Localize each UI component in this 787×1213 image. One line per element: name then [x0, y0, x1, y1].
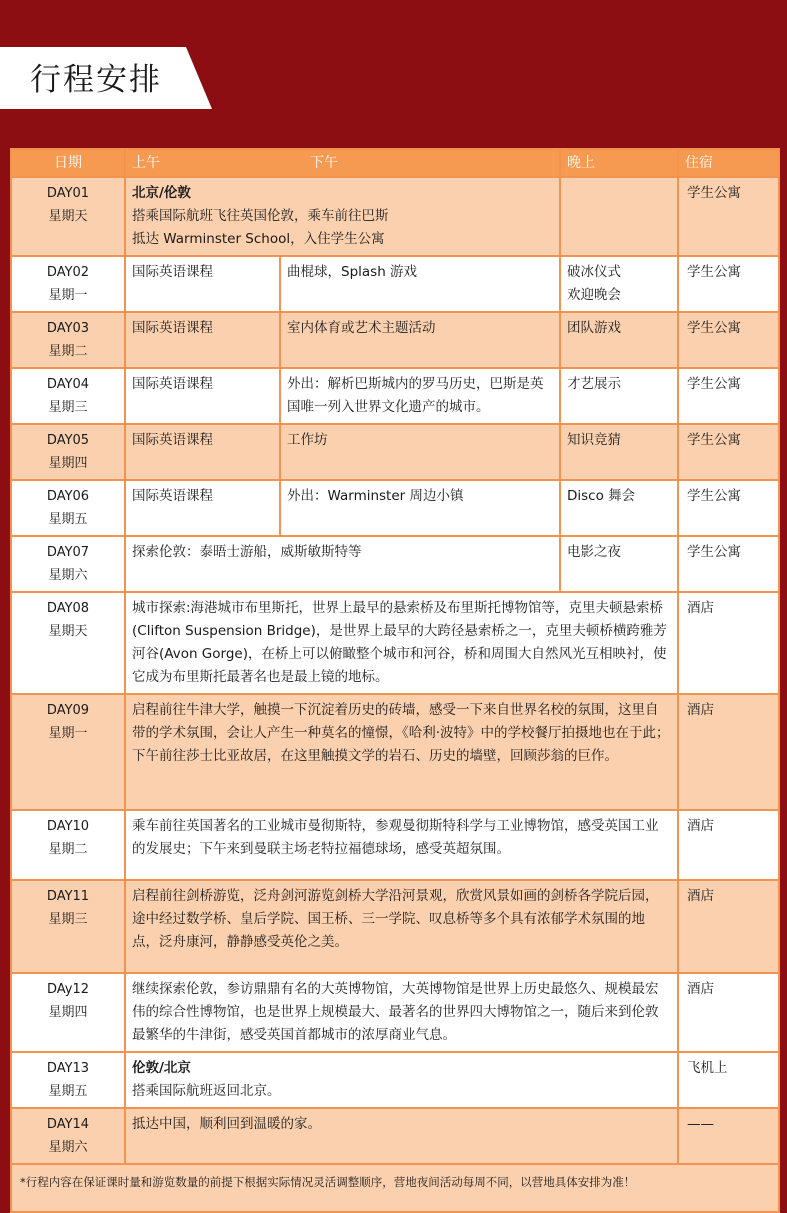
afternoon-cell: 外出：解析巴斯城内的罗马历史，巴斯是英国唯一列入世界文化遗产的城市。 — [280, 368, 560, 424]
day-label: DAY06 — [46, 489, 90, 504]
table-row — [11, 694, 779, 810]
stay-cell: 学生公寓 — [678, 177, 779, 256]
morning-cell: 国际英语课程 — [125, 312, 280, 368]
header-morning: 上午 — [132, 154, 160, 171]
stay-cell: 学生公寓 — [678, 256, 779, 312]
day-label: DAY03 — [46, 321, 90, 336]
day-cell — [11, 256, 125, 312]
stay-cell: 学生公寓 — [678, 368, 779, 424]
day-label: DAY08 — [46, 601, 90, 616]
header-evening: 晚上 — [560, 149, 678, 177]
weekday-label: 星期三 — [48, 400, 88, 415]
stay-cell: 酒店 — [678, 880, 779, 973]
weekday-label: 星期天 — [48, 624, 88, 639]
activity-cell: 继续探索伦敦，参访鼎鼎有名的大英博物馆，大英博物馆是世界上历史最悠久、规模最宏伟的综合性博物馆，也是世界上规模最大、最著名的世界四大博物馆之一，随后来到伦敦最繁华的牛津街，感受英国首都城市的浓厚商业气息。 — [125, 973, 678, 1052]
weekday-label: 星期四 — [48, 1005, 88, 1020]
day-cell — [11, 312, 125, 368]
table-row — [11, 1108, 779, 1164]
header-afternoon: 下午 — [310, 154, 338, 171]
table-header-row — [11, 149, 779, 177]
day-cell — [11, 592, 125, 694]
stay-cell: 酒店 — [678, 694, 779, 810]
day-cell — [11, 480, 125, 536]
morning-cell: 国际英语课程 — [125, 368, 280, 424]
day-label: DAY11 — [46, 889, 90, 904]
afternoon-cell: 外出：Warminster 周边小镇 — [280, 480, 560, 536]
table-row — [11, 368, 779, 424]
stay-cell: 酒店 — [678, 592, 779, 694]
itinerary-table — [10, 148, 780, 1213]
morning-cell: 国际英语课程 — [125, 424, 280, 480]
table-row — [11, 810, 779, 880]
weekday-label: 星期三 — [48, 912, 88, 927]
weekday-label: 星期二 — [48, 842, 88, 857]
day-label: DAY10 — [46, 819, 90, 834]
stay-cell: 学生公寓 — [678, 424, 779, 480]
evening-cell — [560, 177, 678, 256]
activity-cell: 抵达中国，顺利回到温暖的家。 — [125, 1108, 678, 1164]
footnote: *行程内容在保证课时量和游览数量的前提下根据实际情况灵活调整顺序，营地夜间活动每周不同，以营地具体安排为准！ — [11, 1164, 779, 1212]
activity-cell: 城市探索:海港城市布里斯托，世界上最早的悬索桥及布里斯托博物馆等，克里夫顿悬索桥(Clifton Suspension Bridge)，是世界上最早的大跨径悬索桥之一，克里夫顿桥横跨雅芳河谷(Avon Gorge)，在桥上可以俯瞰整个城市和河谷，桥和周围大自然风光互相映衬，使它成为布里斯托最著名也是最上镜的地标。 — [125, 592, 678, 694]
activity-cell: 探索伦敦：泰晤士游船，威斯敏斯特等 — [125, 536, 560, 592]
day-label: DAY09 — [46, 703, 90, 718]
activity-cell — [125, 1052, 678, 1108]
weekday-label: 星期六 — [48, 568, 88, 583]
weekday-label: 星期六 — [48, 1140, 88, 1155]
activity-cell — [125, 177, 560, 256]
weekday-label: 星期二 — [48, 344, 88, 359]
day-cell — [11, 973, 125, 1052]
table-row — [11, 592, 779, 694]
stay-cell: 学生公寓 — [678, 536, 779, 592]
day-label: DAY05 — [46, 433, 90, 448]
day-cell — [11, 536, 125, 592]
day-label: DAY14 — [46, 1117, 90, 1132]
table-row — [11, 973, 779, 1052]
evening-line: 破冰仪式 — [567, 264, 621, 280]
day-cell — [11, 177, 125, 256]
weekday-label: 星期一 — [48, 726, 88, 741]
morning-cell: 国际英语课程 — [125, 256, 280, 312]
evening-cell — [560, 256, 678, 312]
day-cell — [11, 880, 125, 973]
weekday-label: 星期四 — [48, 456, 88, 471]
table-row — [11, 880, 779, 973]
stay-cell: 学生公寓 — [678, 312, 779, 368]
footnote-row — [11, 1164, 779, 1212]
day-cell — [11, 1052, 125, 1108]
weekday-label: 星期五 — [48, 1084, 88, 1099]
activity-line: 搭乘国际航班返回北京。 — [132, 1083, 281, 1099]
weekday-label: 星期一 — [48, 288, 88, 303]
morning-cell: 国际英语课程 — [125, 480, 280, 536]
stay-cell: 酒店 — [678, 810, 779, 880]
activity-line: 抵达 Warminster School，入住学生公寓 — [132, 231, 385, 247]
activity-line: 搭乘国际航班飞往英国伦敦，乘车前往巴斯 — [132, 208, 389, 224]
day-label: DAY02 — [46, 265, 90, 280]
afternoon-cell: 曲棍球，Splash 游戏 — [280, 256, 560, 312]
table-row — [11, 1052, 779, 1108]
stay-cell: 飞机上 — [678, 1052, 779, 1108]
stay-cell: 学生公寓 — [678, 480, 779, 536]
activity-cell: 乘车前往英国著名的工业城市曼彻斯特，参观曼彻斯特科学与工业博物馆，感受英国工业的发展史；下午来到曼联主场老特拉福德球场，感受英超氛围。 — [125, 810, 678, 880]
table-row — [11, 480, 779, 536]
activity-paragraph: 启程前往牛津大学，触摸一下沉淀着历史的砖墙，感受一下来自世界名校的氛围，这里自带的学术氛围，会让人产生一种莫名的憧憬，《哈利·波特》中的学校餐厅拍摄地也在于此； — [132, 702, 670, 741]
activity-cell: 启程前往剑桥游览，泛舟剑河游览剑桥大学沿河景观，欣赏风景如画的剑桥各学院后园，途中经过数学桥、皇后学院、国王桥、三一学院、叹息桥等多个具有浓郁学术氛围的地点，泛舟康河，静静感受英伦之美。 — [125, 880, 678, 973]
evening-cell: 知识竞猜 — [560, 424, 678, 480]
table-row — [11, 256, 779, 312]
table-row — [11, 177, 779, 256]
stay-cell: 酒店 — [678, 973, 779, 1052]
header-stay: 住宿 — [678, 149, 779, 177]
table-row — [11, 536, 779, 592]
route-heading: 北京/伦敦 — [132, 185, 191, 201]
activity-cell — [125, 694, 678, 810]
day-cell — [11, 424, 125, 480]
evening-cell: 才艺展示 — [560, 368, 678, 424]
afternoon-cell: 工作坊 — [280, 424, 560, 480]
evening-cell: 团队游戏 — [560, 312, 678, 368]
day-label: DAY07 — [46, 545, 90, 560]
day-cell — [11, 368, 125, 424]
weekday-label: 星期天 — [48, 209, 88, 224]
evening-cell: 电影之夜 — [560, 536, 678, 592]
evening-cell: Disco 舞会 — [560, 480, 678, 536]
afternoon-cell: 室内体育或艺术主题活动 — [280, 312, 560, 368]
evening-line: 欢迎晚会 — [567, 287, 621, 303]
table-row — [11, 312, 779, 368]
header-date: 日期 — [11, 149, 125, 177]
table-row — [11, 424, 779, 480]
day-label: DAY13 — [46, 1061, 90, 1076]
header-daytime — [125, 149, 560, 177]
day-label: DAY04 — [46, 377, 90, 392]
day-label: DAY01 — [46, 186, 90, 201]
weekday-label: 星期五 — [48, 512, 88, 527]
route-heading: 伦敦/北京 — [132, 1060, 191, 1076]
day-cell — [11, 694, 125, 810]
day-cell — [11, 810, 125, 880]
day-label: DAy12 — [46, 982, 90, 997]
page-title: 行程安排 — [30, 62, 162, 98]
activity-paragraph: 下午前往莎士比亚故居，在这里触摸文学的岩石、历史的墙壁，回顾莎翁的巨作。 — [132, 748, 618, 764]
stay-cell: —— — [678, 1108, 779, 1164]
day-cell — [11, 1108, 125, 1164]
